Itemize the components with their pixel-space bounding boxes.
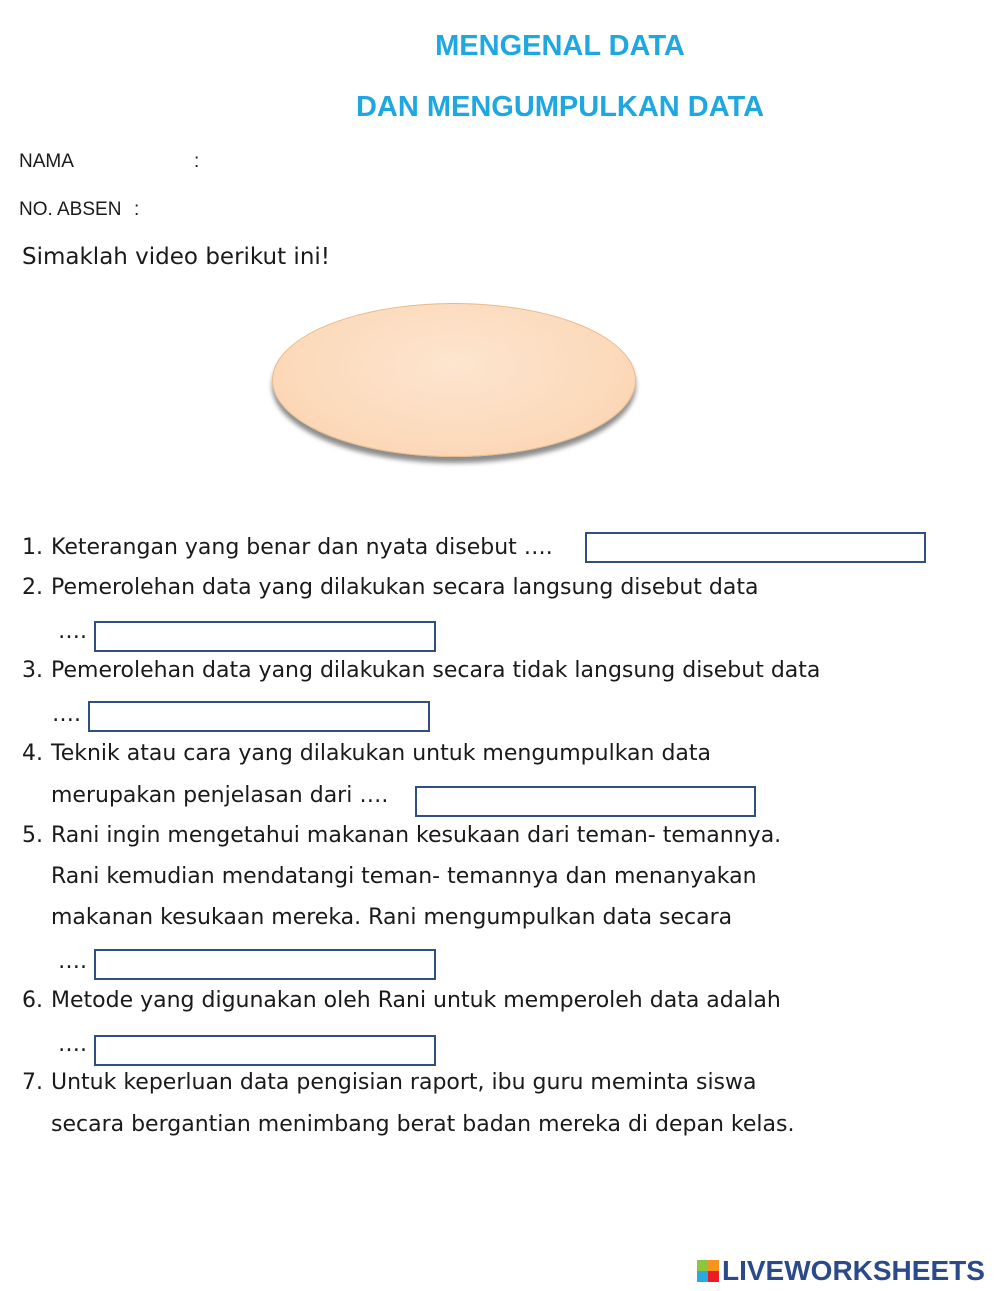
question-number: 4.: [22, 741, 43, 766]
question-6-ellipsis: ….: [58, 1032, 87, 1057]
name-colon: :: [194, 151, 200, 172]
answer-input-3[interactable]: [88, 701, 430, 732]
question-7: [22, 1069, 757, 1097]
question-4: [22, 740, 711, 768]
question-4-line-2: merupakan penjelasan dari ….: [51, 783, 389, 808]
question-2-ellipsis: ….: [58, 619, 87, 644]
question-5-ellipsis: ….: [58, 949, 87, 974]
question-6: [22, 987, 781, 1015]
logo-text: LIVEWORKSHEETS: [722, 1255, 985, 1286]
answer-input-1[interactable]: [585, 532, 926, 563]
page-subtitle: DAN MENGUMPULKAN DATA: [355, 91, 765, 123]
absen-colon: :: [134, 199, 140, 220]
question-number: 2.: [22, 575, 43, 600]
video-player-icon[interactable]: [272, 303, 636, 457]
liveworksheets-logo[interactable]: [697, 1255, 985, 1287]
answer-input-2[interactable]: [94, 621, 436, 652]
question-text: Pemerolehan data yang dilakukan secara langsung disebut data: [51, 575, 759, 600]
answer-input-4[interactable]: [415, 786, 756, 817]
question-number: 6.: [22, 988, 43, 1013]
question-2: [22, 574, 758, 602]
question-5-line-3: makanan kesukaan mereka. Rani mengumpulkan data secara: [51, 905, 733, 930]
question-text: Metode yang digunakan oleh Rani untuk memperoleh data adalah: [51, 988, 781, 1013]
question-5-line-2: Rani kemudian mendatangi teman- temannya dan menanyakan: [51, 864, 757, 889]
question-text: Rani ingin mengetahui makanan kesukaan dari teman- temannya.: [51, 823, 782, 848]
question-3-ellipsis: ….: [52, 702, 81, 727]
question-text: Teknik atau cara yang dilakukan untuk mengumpulkan data: [51, 741, 712, 766]
question-3: [22, 657, 820, 685]
liveworksheets-logo-icon: [697, 1260, 719, 1282]
question-number: 5.: [22, 823, 43, 848]
name-label: NAMA: [19, 151, 74, 172]
page-title: MENGENAL DATA: [435, 30, 685, 62]
question-number: 3.: [22, 658, 43, 683]
question-text: Keterangan yang benar dan nyata disebut ….: [51, 535, 553, 560]
question-text: Untuk keperluan data pengisian raport, ibu guru meminta siswa: [51, 1070, 757, 1095]
question-5: [22, 822, 781, 850]
answer-input-5[interactable]: [94, 949, 436, 980]
answer-input-6[interactable]: [94, 1035, 436, 1066]
instruction-text: Simaklah video berikut ini!: [22, 244, 331, 270]
question-7-line-2: secara bergantian menimbang berat badan mereka di depan kelas.: [51, 1112, 795, 1137]
question-1: [22, 534, 553, 562]
question-number: 7.: [22, 1070, 43, 1095]
absen-label: NO. ABSEN: [19, 199, 122, 220]
question-number: 1.: [22, 535, 43, 560]
question-text: Pemerolehan data yang dilakukan secara tidak langsung disebut data: [51, 658, 821, 683]
